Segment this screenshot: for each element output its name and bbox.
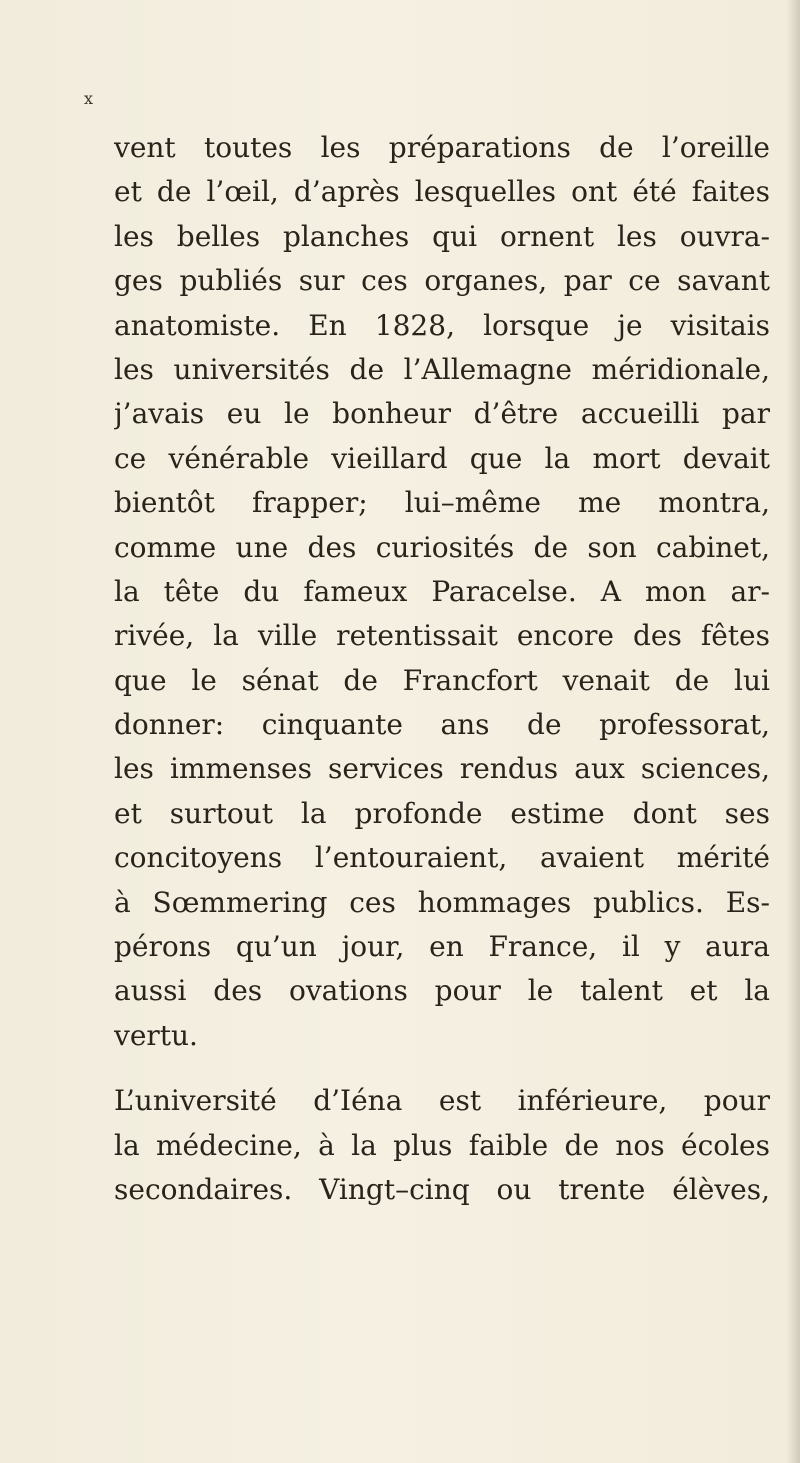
text-line: donner: cinquante ans de professorat, <box>114 708 770 742</box>
text-line: que le sénat de Francfort venait de lui <box>114 663 770 697</box>
text-line: j’avais eu le bonheur d’être accueilli par <box>114 397 770 431</box>
text-line: la tête du fameux Paracelse. A mon ar- <box>114 574 770 608</box>
text-line: bientôt frapper; lui–même me montra, <box>114 486 770 520</box>
text-line: secondaires. Vingt–cinq ou trente élèves, <box>114 1172 770 1206</box>
text-line: L’université d’Iéna est inférieure, pour <box>114 1084 770 1118</box>
text-line: anatomiste. En 1828, lorsque je visitais <box>114 308 770 342</box>
text-line: vent toutes les préparations de l’oreille <box>114 131 770 164</box>
page-number: x <box>84 89 95 108</box>
text-line: les immenses services rendus aux sciences, <box>114 752 770 786</box>
paragraph-2 <box>114 1079 770 1212</box>
text-line: comme une des curiosités de son cabinet, <box>114 530 770 564</box>
text-line: vertu. <box>114 1018 198 1052</box>
paragraph-gap <box>114 1058 770 1079</box>
text-line: et de l’œil, d’après lesquelles ont été faites <box>114 175 770 209</box>
text-line: les belles planches qui ornent les ouvra- <box>114 219 770 253</box>
page-edge-shadow <box>786 0 800 1463</box>
text-line: les universités de l’Allemagne méridionale, <box>114 352 770 386</box>
text-line: à Sœmmering ces hommages publics. Es- <box>114 885 770 919</box>
text-line: rivée, la ville retentissait encore des fêtes <box>114 619 770 653</box>
body-text <box>114 126 770 1212</box>
text-line: concitoyens l’entouraient, avaient mérité <box>114 841 770 875</box>
paragraph-1 <box>114 126 770 1058</box>
text-line: pérons qu’un jour, en France, il y aura <box>114 930 770 964</box>
text-line: ce vénérable vieillard que la mort devait <box>114 441 770 475</box>
text-line: et surtout la profonde estime dont ses <box>114 796 770 830</box>
text-line: ges publiés sur ces organes, par ce savant <box>114 264 770 298</box>
text-line: la médecine, à la plus faible de nos écoles <box>114 1128 770 1162</box>
text-line: aussi des ovations pour le talent et la <box>114 974 770 1008</box>
